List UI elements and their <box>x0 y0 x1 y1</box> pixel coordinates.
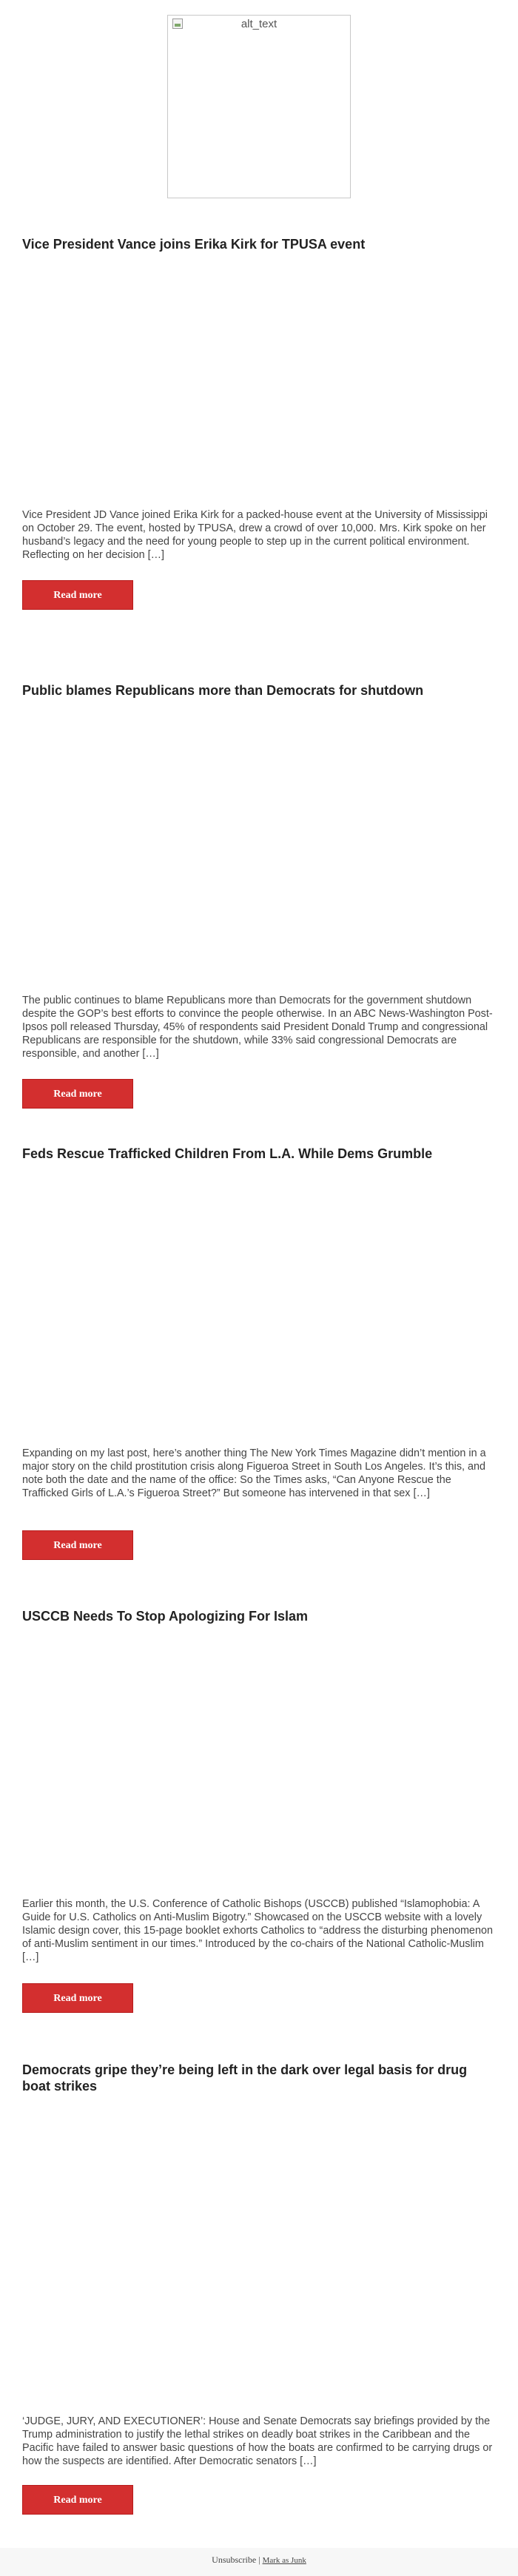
unsubscribe-link[interactable]: Unsubscribe <box>212 2555 257 2565</box>
mark-as-junk-link[interactable]: Mark as Junk <box>262 2556 306 2565</box>
article-title[interactable]: Public blames Republicans more than Democrats for shutdown <box>22 683 424 698</box>
read-more-button[interactable]: Read more <box>22 1983 133 2013</box>
read-more-button[interactable]: Read more <box>22 580 133 610</box>
article-title[interactable]: Feds Rescue Trafficked Children From L.A. While Dems Grumble <box>22 1146 433 1161</box>
article-excerpt: Vice President JD Vance joined Erika Kirk for a packed-house event at the University of Mississippi on October 29. The event, hosted by TPUSA, drew a crowd of over 10,000. Mrs. Kirk spoke on her husband’s legacy and the need for young people to step up in the current political environment. Reflecting on her decision […] <box>22 509 488 561</box>
article-excerpt: ‘JUDGE, JURY, AND EXECUTIONER’: House and Senate Democrats say briefings provided by the Trump administration to justify the lethal strikes on deadly boat strikes in the Caribbean and the Pacific have failed to answer basic questions of how the boats are confirmed to be carrying drugs or how the suspects are identified. After Democratic senators […] <box>22 2415 493 2467</box>
footer-separator: | <box>258 2555 260 2565</box>
article-title[interactable]: USCCB Needs To Stop Apologizing For Islam <box>22 1609 309 1624</box>
footer <box>0 2555 518 2566</box>
read-more-button[interactable]: Read more <box>22 2485 133 2515</box>
article-title[interactable]: Vice President Vance joins Erika Kirk for TPUSA event <box>22 237 366 252</box>
article-excerpt: The public continues to blame Republicans more than Democrats for the government shutdown despite the GOP’s best efforts to convince the people otherwise. In an ABC News-Washington Post-Ipsos poll released Thursday, 45% of respondents said President Donald Trump and congressional Republicans are responsible for the shutdown, while 33% said congressional Democrats are responsible, and another […] <box>22 995 493 1060</box>
read-more-button[interactable]: Read more <box>22 1079 133 1109</box>
read-more-button[interactable]: Read more <box>22 1530 133 1560</box>
article-title[interactable]: Democrats gripe they’re being left in the dark over legal basis for drug boat strikes <box>22 2062 468 2094</box>
article-excerpt: Earlier this month, the U.S. Conference of Catholic Bishops (USCCB) published “Islamophobia: A Guide for U.S. Catholics on Anti-Muslim Bigotry.” Showcased on the USCCB website with a lovely Islamic design cover, this 15-page booklet exhorts Catholics to “address the disturbing phenomenon of anti-Muslim sentiment in our times.” Introduced by the co-chairs of the National Catholic-Muslim […] <box>22 1898 493 1963</box>
header-image <box>167 15 351 198</box>
article-excerpt: Expanding on my last post, here’s another thing The New York Times Magazine didn’t mention in a major story on the child prostitution crisis along Figueroa Street in South Los Angeles. It’s this, and note both the date and the name of the office: So the Times asks, “Can Anyone Rescue the Trafficked Girls of L.A.’s Figueroa Street?” But someone has intervened in that sex […] <box>22 1447 486 1499</box>
header-image-alt-text: alt_text <box>240 18 278 30</box>
